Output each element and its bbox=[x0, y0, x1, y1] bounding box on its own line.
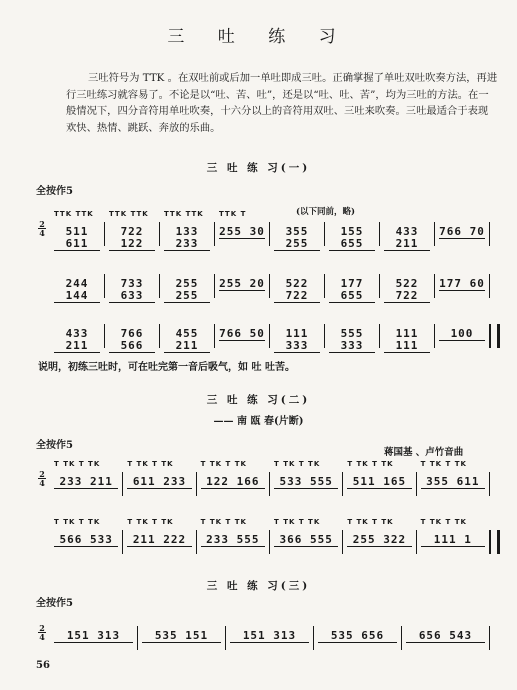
measure-notes: 233 211 bbox=[54, 476, 118, 489]
measure-notes: 766 566 bbox=[109, 328, 155, 353]
measure bbox=[435, 324, 490, 348]
tonguing-marks: TTK T bbox=[219, 210, 247, 218]
measure-notes: 111 111 bbox=[384, 328, 430, 353]
measure-notes: 766 50 bbox=[219, 327, 265, 340]
practice-note: 说明，初练三吐时，可在吐完第一音后吸气，如 吐 吐苦。 bbox=[38, 362, 295, 373]
exercise-2-key: 全按作5 bbox=[36, 440, 73, 451]
measure-notes: 133 233 bbox=[164, 226, 210, 251]
time-signature: 2 4 bbox=[39, 469, 45, 488]
exercise-1-annotation: (以下同前，略) bbox=[296, 207, 356, 217]
measure bbox=[435, 274, 490, 298]
measure-notes: 244 144 bbox=[54, 278, 100, 303]
measure bbox=[417, 518, 490, 554]
measure-notes: 122 166 bbox=[201, 476, 265, 489]
exercise-1-row-2 bbox=[38, 270, 500, 302]
measure-notes: 255 322 bbox=[347, 534, 411, 547]
exercise-2-subtitle: —— 南 瓯 春(片断) bbox=[213, 416, 304, 427]
measure bbox=[160, 274, 215, 302]
measure bbox=[123, 518, 196, 554]
measure bbox=[402, 626, 490, 650]
measure-notes: 211 222 bbox=[127, 534, 191, 547]
measure-notes: 555 333 bbox=[329, 328, 375, 353]
exercise-2-row-2 bbox=[38, 518, 500, 558]
tonguing-marks: T TK T TK bbox=[54, 460, 101, 468]
exercise-3-key: 全按作5 bbox=[36, 598, 73, 609]
measure-notes: 151 313 bbox=[54, 630, 133, 643]
measure-notes: 100 bbox=[439, 328, 485, 341]
tonguing-marks: T TK T TK bbox=[200, 518, 247, 526]
measure-notes: 177 60 bbox=[439, 277, 485, 290]
measure bbox=[380, 274, 435, 302]
measure-notes: 611 233 bbox=[127, 476, 191, 489]
measure-notes: 433 211 bbox=[384, 226, 430, 251]
measure bbox=[325, 222, 380, 250]
measure bbox=[197, 518, 270, 554]
measure bbox=[270, 274, 325, 302]
measure-notes: 111 1 bbox=[421, 534, 485, 547]
measure-notes: 355 255 bbox=[274, 226, 320, 251]
time-signature: 2 4 bbox=[39, 219, 45, 238]
measure bbox=[50, 210, 105, 250]
measure-notes: 566 533 bbox=[54, 534, 118, 547]
measure bbox=[314, 626, 402, 650]
tonguing-marks: TTK TTK bbox=[164, 210, 204, 218]
measure-notes: 111 333 bbox=[274, 328, 320, 353]
tonguing-marks: T TK T TK bbox=[127, 518, 174, 526]
measure-notes: 656 543 bbox=[406, 630, 485, 643]
measure-notes: 522 722 bbox=[274, 278, 320, 303]
measure bbox=[343, 518, 416, 554]
tonguing-marks: TTK TTK bbox=[54, 210, 94, 218]
page-number: 56 bbox=[36, 660, 50, 671]
exercise-1-row-3 bbox=[38, 320, 500, 352]
exercise-1-key bbox=[36, 182, 73, 197]
measure bbox=[435, 222, 490, 246]
tonguing-marks: T TK T TK bbox=[54, 518, 101, 526]
measure bbox=[105, 210, 160, 250]
measure bbox=[160, 324, 215, 352]
measure bbox=[50, 518, 123, 554]
measure bbox=[123, 460, 196, 496]
measure bbox=[325, 274, 380, 302]
intro-paragraph bbox=[66, 70, 498, 136]
measure bbox=[105, 274, 160, 302]
exercise-2-heading: 三 吐 练 习(二) bbox=[206, 394, 311, 406]
final-barline bbox=[490, 324, 500, 348]
measure-notes: 255 30 bbox=[219, 225, 265, 238]
measure-notes: 433 211 bbox=[54, 328, 100, 353]
measure bbox=[270, 222, 325, 250]
measure bbox=[215, 210, 270, 246]
measure-notes: 366 555 bbox=[274, 534, 338, 547]
measure-notes: 155 655 bbox=[329, 226, 375, 251]
page-title: 三 吐 练 习 bbox=[167, 27, 350, 47]
exercise-1-key-text: 全按作5 bbox=[36, 186, 73, 197]
measure bbox=[343, 460, 416, 496]
measure bbox=[197, 460, 270, 496]
exercise-2-composer: 蒋国基 、卢竹音曲 bbox=[384, 447, 464, 458]
measure-notes: 177 655 bbox=[329, 278, 375, 303]
measure bbox=[270, 518, 343, 554]
measure-notes: 533 555 bbox=[274, 476, 338, 489]
measure-notes: 522 722 bbox=[384, 278, 430, 303]
measure bbox=[50, 274, 105, 302]
tonguing-marks: T TK T TK bbox=[347, 460, 394, 468]
measure-notes: 511 611 bbox=[54, 226, 100, 251]
measure bbox=[50, 460, 123, 496]
time-signature: 2 4 bbox=[39, 623, 45, 642]
measure-notes: 455 211 bbox=[164, 328, 210, 353]
exercise-3-row-1 bbox=[38, 622, 500, 654]
measure bbox=[226, 626, 314, 650]
measure bbox=[160, 210, 215, 250]
measure-notes: 535 656 bbox=[318, 630, 397, 643]
tonguing-marks: T TK T TK bbox=[273, 518, 321, 526]
tonguing-marks: T TK T TK bbox=[200, 460, 247, 468]
measure bbox=[50, 324, 105, 352]
tonguing-marks: T TK T TK bbox=[420, 518, 467, 526]
measure bbox=[270, 324, 325, 352]
measure bbox=[50, 626, 138, 650]
intro-text: 三吐符号为 TTK 。在双吐前或后加一单吐即成三吐。正确掌握了单吐双吐吹奏方法，再进行三吐练习就容易了。不论是以“吐、苦、吐”，还是以“吐、吐、苦”，均为三吐的方法。在一般情况下，四分音符用单吐吹奏，十六分以上的音符用双吐、三吐来吹奏。三吐最适合于表现欢快、热情、跳跃、奔放的乐曲。 bbox=[66, 72, 498, 134]
measure-notes: 722 122 bbox=[109, 226, 155, 251]
measure bbox=[417, 460, 490, 496]
measure-notes: 255 255 bbox=[164, 278, 210, 303]
measure-notes: 151 313 bbox=[230, 630, 309, 643]
tonguing-marks: T TK T TK bbox=[273, 460, 321, 468]
measure bbox=[380, 222, 435, 250]
tonguing-marks: T TK T TK bbox=[420, 460, 467, 468]
measure bbox=[215, 274, 270, 298]
measure bbox=[138, 626, 226, 650]
exercise-3-heading: 三 吐 练 习(三) bbox=[206, 580, 311, 592]
tonguing-marks: TTK TTK bbox=[109, 210, 149, 218]
measure-notes: 535 151 bbox=[142, 630, 221, 643]
measure-notes: 355 611 bbox=[421, 476, 485, 489]
tonguing-marks: T TK T TK bbox=[127, 460, 174, 468]
measure-notes: 733 633 bbox=[109, 278, 155, 303]
measure bbox=[380, 324, 435, 352]
measure bbox=[325, 324, 380, 352]
measure-notes: 255 20 bbox=[219, 277, 265, 290]
measure bbox=[215, 324, 270, 348]
measure-notes: 511 165 bbox=[347, 476, 411, 489]
measure-notes: 233 555 bbox=[201, 534, 265, 547]
tonguing-marks: T TK T TK bbox=[347, 518, 394, 526]
measure bbox=[270, 460, 343, 496]
measure bbox=[105, 324, 160, 352]
exercise-1-heading: 三 吐 练 习(一) bbox=[206, 162, 311, 174]
final-barline bbox=[490, 530, 500, 554]
measure-notes: 766 70 bbox=[439, 225, 485, 238]
exercise-2-row-1 bbox=[38, 460, 500, 500]
